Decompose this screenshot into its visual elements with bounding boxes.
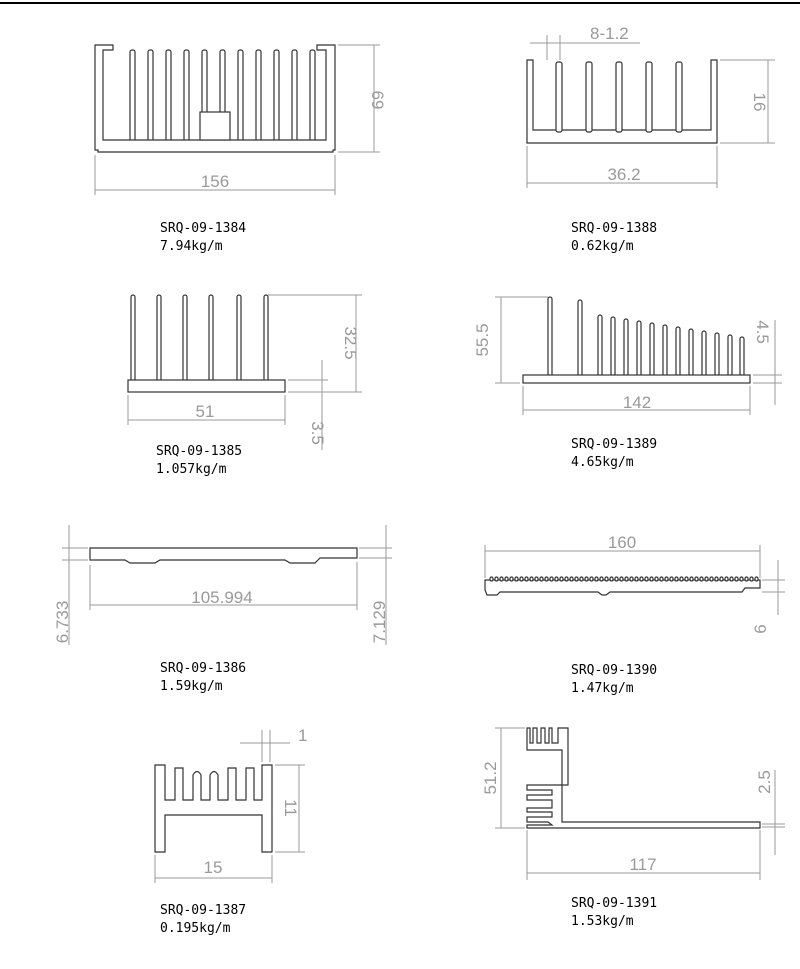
- profile-code: SRQ-09-1386: [160, 661, 247, 676]
- fin: [650, 577, 653, 581]
- dim-width: 105.994: [191, 588, 253, 607]
- fin: [620, 577, 623, 581]
- fin: [525, 577, 528, 581]
- profile-weight: 0.62kg/m: [571, 239, 634, 254]
- dim-width: 15: [203, 858, 223, 877]
- fin: [560, 577, 563, 581]
- dim-width: 156: [200, 172, 230, 191]
- fin: [157, 295, 161, 382]
- fin: [292, 50, 297, 142]
- profile-1390: [485, 533, 785, 696]
- fin: [702, 331, 706, 377]
- dim-right-thickness: 7.129: [370, 600, 389, 644]
- dim-height: 6: [751, 624, 770, 634]
- profile-weight: 1.47kg/m: [571, 681, 634, 696]
- fin: [730, 577, 733, 581]
- dim-height: 51.2: [481, 761, 500, 795]
- fin: [585, 577, 588, 581]
- fin: [184, 50, 189, 142]
- profile-base: [128, 380, 285, 392]
- profile-1388: [527, 24, 775, 254]
- profile-code: SRQ-09-1390: [571, 663, 658, 678]
- fin: [611, 317, 615, 377]
- profile-outline: [90, 548, 357, 563]
- fin: [700, 577, 703, 581]
- fin: [725, 577, 728, 581]
- fin: [505, 577, 508, 581]
- dim-base-thickness: 2.5: [755, 770, 774, 794]
- dim-left-thickness: 6.733: [53, 600, 72, 644]
- fin: [735, 577, 738, 581]
- fin: [610, 577, 613, 581]
- fin: [646, 62, 652, 132]
- fin: [575, 577, 578, 581]
- fin: [605, 577, 608, 581]
- center-slot: [200, 112, 230, 140]
- fin: [548, 297, 552, 377]
- fin: [500, 577, 503, 581]
- fin: [650, 323, 654, 377]
- fin: [663, 325, 667, 377]
- fin: [637, 321, 641, 377]
- fin: [755, 577, 758, 581]
- fin: [690, 577, 693, 581]
- profile-1384: [95, 45, 387, 254]
- fin: [695, 577, 698, 581]
- fin: [274, 50, 279, 142]
- fin: [237, 295, 241, 382]
- fin: [530, 577, 533, 581]
- fin: [130, 50, 135, 142]
- fin: [740, 577, 743, 581]
- fin: [515, 577, 518, 581]
- profile-1385: [128, 295, 362, 477]
- fin-group: [131, 295, 268, 382]
- dim-height: 16: [750, 92, 769, 112]
- profile-1391: [481, 728, 785, 929]
- fin: [689, 329, 693, 377]
- fin: [550, 577, 553, 581]
- profile-code: SRQ-09-1388: [571, 221, 658, 236]
- fin: [578, 300, 582, 377]
- fin: [495, 577, 498, 581]
- dim-width: 142: [622, 393, 652, 412]
- fin: [635, 577, 638, 581]
- profile-weight: 0.195kg/m: [160, 921, 231, 936]
- fin: [740, 337, 744, 377]
- profile-code: SRQ-09-1389: [571, 437, 658, 452]
- dim-width: 117: [629, 855, 657, 874]
- fin: [665, 577, 668, 581]
- fin: [715, 333, 719, 377]
- dim-height: 69: [368, 90, 387, 110]
- profile-1389: [473, 297, 782, 470]
- fin: [660, 577, 663, 581]
- dim-height: 32.5: [341, 326, 360, 360]
- profile-weight: 1.057kg/m: [156, 462, 227, 477]
- dim-width: 51: [195, 402, 215, 421]
- profile-outline: [155, 765, 272, 852]
- profile-code: SRQ-09-1387: [160, 903, 247, 918]
- dim-fin-thickness: 1: [298, 726, 308, 745]
- fin: [264, 295, 268, 382]
- dim-base-thickness: 4.5: [753, 320, 772, 344]
- fin: [676, 327, 680, 377]
- fin: [715, 577, 718, 581]
- fin: [586, 62, 592, 132]
- profile-weight: 7.94kg/m: [160, 239, 223, 254]
- fin: [655, 577, 658, 581]
- profile-weight: 4.65kg/m: [571, 455, 634, 470]
- fin: [166, 50, 171, 142]
- fin: [630, 577, 633, 581]
- fin: [624, 319, 628, 377]
- fin: [540, 577, 543, 581]
- fin: [580, 577, 583, 581]
- fin: [209, 295, 213, 382]
- dim-height: 55.5: [473, 323, 492, 357]
- profile-1386: [53, 525, 392, 694]
- profile-base: [523, 375, 750, 383]
- fin: [131, 295, 135, 382]
- dim-height: 11: [281, 799, 300, 817]
- fin: [238, 50, 243, 142]
- fin: [676, 62, 682, 132]
- fin: [720, 577, 723, 581]
- fin: [595, 577, 598, 581]
- fin: [598, 315, 602, 377]
- fin: [685, 577, 688, 581]
- fin: [310, 50, 315, 142]
- fin: [565, 577, 568, 581]
- profile-outline: [485, 580, 760, 595]
- fin: [570, 577, 573, 581]
- fin: [510, 577, 513, 581]
- fin: [745, 577, 748, 581]
- fin: [183, 295, 187, 382]
- fin: [616, 62, 622, 132]
- profile-code: SRQ-09-1391: [571, 896, 658, 911]
- fin-group: [556, 62, 682, 132]
- fin: [710, 577, 713, 581]
- profile-code: SRQ-09-1385: [156, 444, 243, 459]
- fin: [750, 577, 753, 581]
- profile-code: SRQ-09-1384: [160, 221, 247, 236]
- fin: [645, 577, 648, 581]
- fin: [256, 50, 261, 142]
- fin: [490, 577, 493, 581]
- fin: [520, 577, 523, 581]
- dim-base-thickness: 3.5: [308, 421, 327, 445]
- fin: [670, 577, 673, 581]
- profile-1387: [155, 726, 307, 936]
- fin: [728, 335, 732, 377]
- fin: [615, 577, 618, 581]
- fin: [545, 577, 548, 581]
- fin: [680, 577, 683, 581]
- fin: [640, 577, 643, 581]
- fin-group: [548, 297, 744, 377]
- profile-weight: 1.59kg/m: [160, 679, 223, 694]
- fin: [148, 50, 153, 142]
- dim-width: 160: [607, 533, 637, 552]
- dim-fin-count-thickness: 8-1.2: [590, 24, 629, 43]
- fin: [535, 577, 538, 581]
- fin: [625, 577, 628, 581]
- fin: [675, 577, 678, 581]
- fin: [555, 577, 558, 581]
- fin: [556, 62, 562, 132]
- dim-width: 36.2: [607, 165, 641, 184]
- fin: [590, 577, 593, 581]
- dimension-lines: [62, 525, 392, 645]
- fin: [705, 577, 708, 581]
- profile-outline: [527, 728, 760, 828]
- profile-weight: 1.53kg/m: [571, 914, 634, 929]
- fin: [600, 577, 603, 581]
